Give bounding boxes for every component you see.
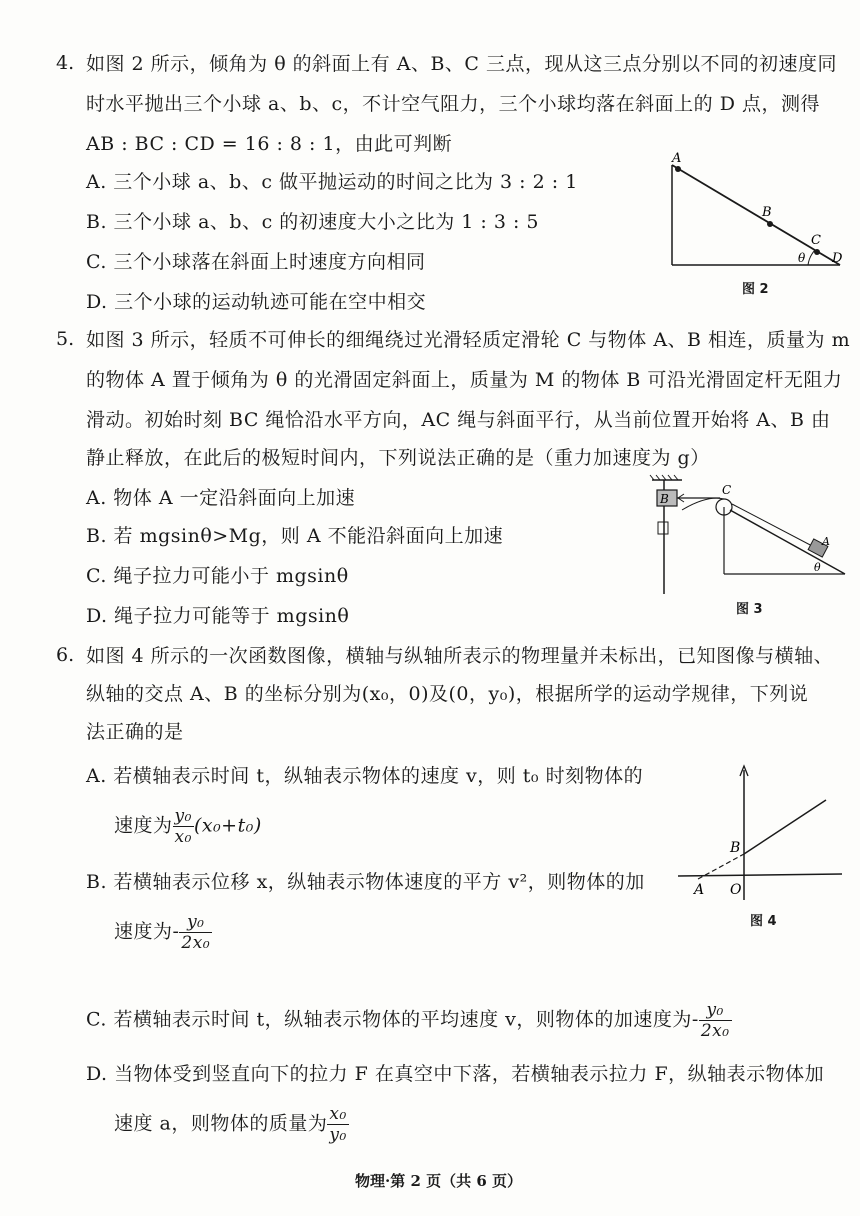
fig2-label-theta: θ <box>798 251 806 265</box>
q5-stem-line4: 静止释放，在此后的极短时间内，下列说法正确的是（重力加速度为 g） <box>86 447 710 469</box>
q4-number: 4. <box>56 52 75 74</box>
q5-option-c: C. 绳子拉力可能小于 mgsinθ <box>86 565 349 587</box>
q5-option-d: D. 绳子拉力可能等于 mgsinθ <box>86 605 350 627</box>
q6-option-d-line2 <box>114 1104 349 1145</box>
fig4-x-axis <box>678 874 842 876</box>
q4-option-b: B. 三个小球 a、b、c 的初速度大小之比为 1 : 3 : 5 <box>86 211 540 233</box>
fig3-label-a: A <box>822 535 830 548</box>
figure-3-pulley <box>640 470 850 600</box>
figure-2-caption: 图 2 <box>742 282 769 297</box>
fig2-point-a <box>675 166 681 172</box>
q6-option-c-text: C. 若横轴表示时间 t，纵轴表示物体的平均速度 v，则物体的加速度为- <box>86 1008 699 1031</box>
q6-option-b-prefix: 速度为- <box>114 920 180 943</box>
figure-4-graph <box>672 762 848 902</box>
q4-option-a: A. 三个小球 a、b、c 做平抛运动的时间之比为 3 : 2 : 1 <box>86 171 578 193</box>
q6-option-c-fraction: $\frac{\text{y₀}}{\text{2x₀}}$ <box>700 1000 730 1041</box>
q4-stem-line3: AB : BC : CD = 16 : 8 : 1，由此可判断 <box>86 133 453 155</box>
fig2-label-a: A <box>672 151 682 166</box>
fig3-rod-bracket <box>658 522 668 534</box>
q5-option-a: A. 物体 A 一定沿斜面向上加速 <box>86 487 356 509</box>
q6-option-b-fraction: $\frac{\text{y₀}}{\text{2x₀}}$ <box>181 912 211 953</box>
q6-stem-line1: 如图 4 所示的一次函数图像，横轴与纵轴所表示的物理量并未标出，已知图像与横轴、 <box>86 645 834 667</box>
fig2-label-c: C <box>811 233 821 248</box>
q6-option-a-fraction: $\frac{\text{y₀}}{\text{x₀}}$ <box>174 806 192 847</box>
q6-option-a-prefix: 速度为 <box>114 814 173 837</box>
figure-4-caption: 图 4 <box>750 914 777 929</box>
fig2-angle-arc <box>808 250 815 265</box>
figure-3-caption: 图 3 <box>736 602 763 617</box>
fig2-point-b <box>767 221 773 227</box>
q4-stem-line1: 如图 2 所示，倾角为 θ 的斜面上有 A、B、C 三点，现从这三点分别以不同的初速度同 <box>86 53 837 75</box>
fig2-label-d: D <box>832 251 843 266</box>
q6-option-d-prefix: 速度 a，则物体的质量为 <box>114 1112 328 1135</box>
fig3-rope-ac <box>732 504 816 548</box>
q6-option-b-line2 <box>114 912 212 953</box>
q5-number: 5. <box>56 328 75 350</box>
q6-stem-line2: 纵轴的交点 A、B 的坐标分别为(x₀，0)及(0，y₀)，根据所学的运动学规律，下列说 <box>86 683 809 705</box>
fig4-label-a: A <box>694 882 705 898</box>
fig4-line <box>744 800 826 854</box>
fig4-label-b: B <box>730 840 741 856</box>
q6-option-a-suffix: (x₀+t₀) <box>193 814 262 837</box>
q4-stem-line2: 时水平抛出三个小球 a、b、c，不计空气阻力，三个小球均落在斜面上的 D 点，测得 <box>86 93 820 115</box>
q6-option-a-line2 <box>114 806 262 847</box>
q4-option-d: D. 三个小球的运动轨迹可能在空中相交 <box>86 291 427 313</box>
q6-option-d-line1: D. 当物体受到竖直向下的拉力 F 在真空中下落，若横轴表示拉力 F，纵轴表示物体加 <box>86 1063 825 1085</box>
q5-stem-line2: 的物体 A 置于倾角为 θ 的光滑固定斜面上，质量为 M 的物体 B 可沿光滑固定杆无阻力 <box>86 369 843 391</box>
q6-stem-line3: 法正确的是 <box>86 721 184 743</box>
q5-stem-line1: 如图 3 所示，轻质不可伸长的细绳绕过光滑轻质定滑轮 C 与物体 A、B 相连，质量为 m <box>86 329 851 351</box>
fig3-label-theta: θ <box>814 561 821 574</box>
fig2-label-b: B <box>762 205 772 220</box>
q5-stem-line3: 滑动。初始时刻 BC 绳恰沿水平方向，AC 绳与斜面平行，从当前位置开始将 A、B 由 <box>86 409 831 431</box>
fig3-label-b: B <box>660 492 669 506</box>
q6-option-a-line1: A. 若横轴表示时间 t，纵轴表示物体的速度 v，则 t₀ 时刻物体的 <box>86 765 644 787</box>
page-footer: 物理·第 2 页（共 6 页） <box>355 1172 522 1190</box>
fig2-point-c <box>814 249 820 255</box>
q6-option-d-fraction: $\frac{\text{x₀}}{\text{y₀}}$ <box>329 1104 347 1145</box>
fig3-label-c: C <box>722 483 732 497</box>
q4-option-c: C. 三个小球落在斜面上时速度方向相同 <box>86 251 426 273</box>
q6-number: 6. <box>56 644 75 666</box>
q5-option-b: B. 若 mgsinθ>Mg，则 A 不能沿斜面向上加速 <box>86 525 504 547</box>
q6-option-c <box>86 1000 732 1041</box>
fig4-label-o: O <box>730 882 742 898</box>
q6-option-b-line1: B. 若横轴表示位移 x，纵轴表示物体速度的平方 v²，则物体的加 <box>86 871 645 893</box>
